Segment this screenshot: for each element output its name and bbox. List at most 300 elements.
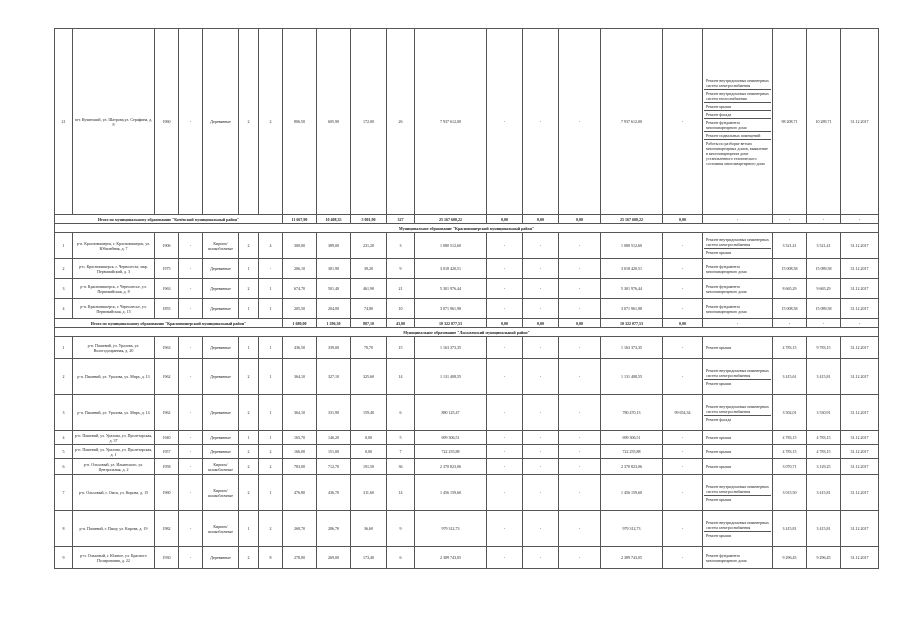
year-last-repair: -: [179, 431, 203, 445]
living-area: 501,40: [317, 279, 351, 299]
unit-cost: 3 415,61: [773, 359, 807, 395]
limit-cost: 3 415,81: [807, 475, 841, 511]
local-budget: -: [559, 511, 601, 547]
resident-count: 36: [387, 459, 415, 475]
wall-material: Деревянные: [203, 395, 239, 431]
limit-cost: 10 289,71: [807, 29, 841, 215]
local-budget: -: [559, 431, 601, 445]
total-living-area: 1 296,30: [317, 319, 351, 328]
year-last-repair: -: [179, 299, 203, 319]
regional-budget: -: [523, 511, 559, 547]
total-area: 806,50: [283, 29, 317, 215]
total-area: 206,10: [283, 259, 317, 279]
unit-cost: 4 783,15: [773, 431, 807, 445]
wall-material: Кирпич/шлакоблочные: [203, 459, 239, 475]
entrance-count: 1: [259, 475, 283, 511]
resident-count: 7: [387, 445, 415, 459]
floor-count: 1: [239, 431, 259, 445]
work-type-item: Ремонт крыши: [706, 435, 732, 440]
row-number: 8: [55, 511, 73, 547]
unit-cost: 3 521,41: [773, 233, 807, 259]
floor-count: 1: [239, 511, 259, 547]
living-area: 151,00: [317, 445, 351, 459]
cost-total: 1 080 512,60: [415, 233, 487, 259]
living-area: 605,90: [317, 29, 351, 215]
other-funds: -: [663, 359, 703, 395]
total-regional-budget: 0,00: [523, 319, 559, 328]
total-area: 300,00: [283, 233, 317, 259]
row-number: 9: [55, 547, 73, 569]
total-area: 364,10: [283, 359, 317, 395]
residential-area: 0,00: [351, 445, 387, 459]
fund-budget: -: [487, 233, 523, 259]
regional-budget: -: [523, 233, 559, 259]
total-empty-cell: -: [773, 319, 807, 328]
work-types: [703, 259, 773, 279]
work-type-item: Ремонт фасада: [704, 110, 771, 118]
year-built: 1963: [155, 279, 179, 299]
residential-area: 39,20: [351, 259, 387, 279]
year-last-repair: -: [179, 233, 203, 259]
local-budget: -: [559, 459, 601, 475]
residential-area: 172,00: [351, 29, 387, 215]
work-type-item: Ремонт внутридомовых инженерных систем электроснабжения: [706, 77, 769, 88]
resident-count: 15: [387, 337, 415, 359]
fund-budget: -: [487, 459, 523, 475]
house-address: р-п. Красновишерск, г. Чернолесье, мкр. Первомайский, д. 3: [73, 259, 155, 279]
limit-cost: 3 415,81: [807, 511, 841, 547]
entrance-count: 1: [259, 431, 283, 445]
regional-budget: -: [523, 359, 559, 395]
completion-date: 31.12.2017: [841, 547, 879, 569]
living-area: 269,00: [317, 547, 351, 569]
living-area: 331,90: [317, 395, 351, 431]
table-row: [55, 395, 879, 431]
work-type-item: Ремонт внутридомовых инженерных систем электроснабжения: [706, 483, 769, 494]
fund-budget: -: [487, 445, 523, 459]
fund-budget: -: [487, 431, 523, 445]
total-empty-cell: -: [807, 215, 841, 224]
total-empty-cell: -: [703, 319, 773, 328]
work-types: [703, 459, 773, 475]
completion-date: 31.12.2017: [841, 459, 879, 475]
year-built: 1930: [155, 547, 179, 569]
total-area: 783,00: [283, 459, 317, 475]
unit-cost: 3 502,01: [773, 395, 807, 431]
completion-date: 31.12.2017: [841, 359, 879, 395]
resident-count: 6: [387, 547, 415, 569]
work-types: [703, 337, 773, 359]
fund-budget: -: [487, 475, 523, 511]
municipality-title: Муниципальное образование "Лысьвенский муниципальный район": [55, 328, 879, 337]
residential-area: 173,40: [351, 547, 387, 569]
residential-area: 311,60: [351, 475, 387, 511]
regional-budget: -: [523, 29, 559, 215]
row-number: 7: [55, 475, 73, 511]
cost-total: 2 389 743,05: [415, 547, 487, 569]
work-types: [703, 431, 773, 445]
table-row: [55, 279, 879, 299]
unit-cost: 9 296,45: [773, 547, 807, 569]
regional-budget: -: [523, 299, 559, 319]
limit-cost: 15 089,58: [807, 259, 841, 279]
house-address: р-п. Пашевий, г. Пашу, ул. Кирова, д. 19: [73, 511, 155, 547]
other-funds: -: [663, 547, 703, 569]
residential-area: 74,80: [351, 299, 387, 319]
total-area: 364,10: [283, 395, 317, 431]
year-last-repair: -: [179, 359, 203, 395]
cost-total: 5 301 976,44: [415, 279, 487, 299]
floor-count: 2: [239, 359, 259, 395]
unit-cost: 15 008,58: [773, 299, 807, 319]
owners-funds: 780 470,13: [601, 395, 663, 431]
table-row: [55, 259, 879, 279]
year-last-repair: -: [179, 259, 203, 279]
table-row: [55, 431, 879, 445]
cost-total: 1 163 373,35: [415, 337, 487, 359]
entrance-count: -: [259, 259, 283, 279]
work-type-item: Ремонт внутридомовых инженерных систем электроснабжения: [706, 403, 769, 414]
unit-cost: 3 070,71: [773, 459, 807, 475]
fund-budget: -: [487, 359, 523, 395]
total-residents: 43,00: [387, 319, 415, 328]
row-number: 2: [55, 359, 73, 395]
wall-material: Кирпич/шлакоблочные: [203, 511, 239, 547]
house-address: р-п. Красновишерск, г. Красновишерск, ул. Юбилейная, д. 7: [73, 233, 155, 259]
total-local-budget: 0,00: [559, 215, 601, 224]
owners-funds: 7 937 612,00: [601, 29, 663, 215]
entrance-count: 1: [259, 359, 283, 395]
fund-budget: -: [487, 259, 523, 279]
work-type-item: Ремонт крыши: [704, 531, 771, 539]
year-built: 1960: [155, 475, 179, 511]
total-empty-cell: -: [841, 319, 879, 328]
other-funds: -: [663, 445, 703, 459]
limit-cost: 9 783,15: [807, 337, 841, 359]
owners-funds: 3 018 420,51: [601, 259, 663, 279]
cost-total: 699 306,51: [415, 431, 487, 445]
table-row: [55, 233, 879, 259]
resident-count: 3: [387, 233, 415, 259]
total-fund-budget: 0,00: [487, 319, 523, 328]
table-row: [55, 29, 879, 215]
work-type-item: Ремонт крыши: [706, 464, 732, 469]
completion-date: 31.12.2017: [841, 511, 879, 547]
entrance-count: 2: [259, 459, 283, 475]
year-last-repair: -: [179, 395, 203, 431]
other-funds: -: [663, 279, 703, 299]
limit-cost: 15 089,58: [807, 299, 841, 319]
total-area: 205,50: [283, 299, 317, 319]
living-area: 286,70: [317, 511, 351, 547]
limit-cost: 9 296,45: [807, 547, 841, 569]
row-number: 21: [55, 29, 73, 215]
work-type-item: Ремонт внутридомовых инженерных систем электроснабжения: [706, 519, 769, 530]
row-number: 1: [55, 337, 73, 359]
owners-funds: 1 131 408,55: [601, 359, 663, 395]
living-area: 712,70: [317, 459, 351, 475]
year-last-repair: -: [179, 337, 203, 359]
resident-count: 9: [387, 259, 415, 279]
year-last-repair: -: [179, 29, 203, 215]
entrance-count: 2: [259, 29, 283, 215]
floor-count: 2: [239, 459, 259, 475]
other-funds: -: [663, 511, 703, 547]
limit-cost: 4 783,15: [807, 445, 841, 459]
other-funds: -: [663, 431, 703, 445]
municipality-header-row: [55, 328, 879, 337]
regional-budget: -: [523, 395, 559, 431]
work-types: [703, 29, 773, 215]
local-budget: -: [559, 337, 601, 359]
floor-count: 2: [239, 475, 259, 511]
limit-cost: 9 665,29: [807, 279, 841, 299]
work-type-item: Ремонт фундамента многоквартирного дома: [706, 283, 747, 294]
year-built: 1962: [155, 395, 179, 431]
work-type-item: Ремонт внутридомовых инженерных систем электроснабжения: [706, 236, 769, 247]
work-types: [703, 547, 773, 569]
work-types: [703, 445, 773, 459]
year-built: 1940: [155, 431, 179, 445]
residential-area: 191,50: [351, 459, 387, 475]
limit-cost: 3 415,81: [807, 359, 841, 395]
limit-cost: 3 521,41: [807, 233, 841, 259]
regional-budget: -: [523, 475, 559, 511]
year-built: 1982: [155, 511, 179, 547]
row-number: 3: [55, 279, 73, 299]
completion-date: 31.12.2017: [841, 29, 879, 215]
residential-area: 325,60: [351, 359, 387, 395]
work-type-item: Ремонт крыши: [704, 495, 771, 503]
work-type-item: Ремонт фундамента многоквартирного дома: [706, 552, 747, 563]
entrance-count: 4: [259, 233, 283, 259]
local-budget: -: [559, 259, 601, 279]
floor-count: 1: [239, 337, 259, 359]
cost-total: 880 125,47: [415, 395, 487, 431]
wall-material: Деревянные: [203, 337, 239, 359]
wall-material: Деревянные: [203, 259, 239, 279]
residential-area: 36,60: [351, 511, 387, 547]
floor-count: 1: [239, 259, 259, 279]
living-area: 327,10: [317, 359, 351, 395]
completion-date: 31.12.2017: [841, 233, 879, 259]
regional-budget: -: [523, 459, 559, 475]
work-types: [703, 395, 773, 431]
entrance-count: 2: [259, 445, 283, 459]
wall-material: Деревянные: [203, 29, 239, 215]
limit-cost: 4 783,15: [807, 431, 841, 445]
row-number: 2: [55, 259, 73, 279]
house-address: р-п. Ольховый, ул. Ильинского, ул. Центральная, д. 2: [73, 459, 155, 475]
total-area: 674,70: [283, 279, 317, 299]
house-address: р-п. Пашевий, ул. Уралова, ул. Пролетарская, д. 37: [73, 431, 155, 445]
fund-budget: -: [487, 279, 523, 299]
work-type-item: Ремонт крыши: [706, 449, 732, 454]
house-address: пгт. Кучинский, ул. Шатрова,ул. Серафина, д. 8: [73, 29, 155, 215]
year-last-repair: -: [179, 445, 203, 459]
entrance-count: 1: [259, 279, 283, 299]
cost-total: 722 255,88: [415, 445, 487, 459]
row-number: 6: [55, 459, 73, 475]
floor-count: 1: [239, 299, 259, 319]
limit-cost: 3 530,91: [807, 395, 841, 431]
total-label: Итого по муниципальному образованию "Красновишерский муниципальный район": [55, 319, 283, 328]
living-area: 301,90: [317, 259, 351, 279]
year-last-repair: -: [179, 511, 203, 547]
unit-cost: 15 008,58: [773, 259, 807, 279]
table-row: [55, 475, 879, 511]
floor-count: 2: [239, 29, 259, 215]
floor-count: 2: [239, 445, 259, 459]
work-type-item: Ремонт фундамента многоквартирного дома: [706, 303, 747, 314]
table-row: [55, 547, 879, 569]
owners-funds: 2 370 823,06: [601, 459, 663, 475]
house-address: р-п. Пашевий, ул. Уралова, ул. Вологодсиранная, д. 20: [73, 337, 155, 359]
resident-count: 14: [387, 359, 415, 395]
total-total-area: 11 667,90: [283, 215, 317, 224]
total-regional-budget: 0,00: [523, 215, 559, 224]
work-types: [703, 359, 773, 395]
owners-funds: 1 080 512,60: [601, 233, 663, 259]
other-funds: -: [663, 459, 703, 475]
total-row: [55, 319, 879, 328]
year-last-repair: -: [179, 547, 203, 569]
wall-material: Деревянные: [203, 547, 239, 569]
local-budget: -: [559, 299, 601, 319]
table-row: [55, 337, 879, 359]
fund-budget: -: [487, 337, 523, 359]
fund-budget: -: [487, 29, 523, 215]
floor-count: 2: [239, 547, 259, 569]
other-funds: -: [663, 299, 703, 319]
completion-date: 31.12.2017: [841, 279, 879, 299]
total-residents: 327: [387, 215, 415, 224]
regional-budget: -: [523, 279, 559, 299]
work-type-item: Ремонт крыши: [704, 102, 771, 110]
work-type-item: Ремонт крыши: [706, 345, 732, 350]
unit-cost: 3 415,81: [773, 511, 807, 547]
regional-budget: -: [523, 259, 559, 279]
completion-date: 31.12.2017: [841, 395, 879, 431]
fund-budget: -: [487, 395, 523, 431]
total-area: 268,70: [283, 511, 317, 547]
work-type-item: Ремонт внутридомовых инженерных систем электроснабжения: [706, 367, 769, 378]
completion-date: 31.12.2017: [841, 337, 879, 359]
other-funds: -: [663, 475, 703, 511]
completion-date: 31.12.2017: [841, 475, 879, 511]
total-label: Итого по муниципальному образованию "Кочёвский муниципальный район": [55, 215, 283, 224]
cost-total: 3 071 961,98: [415, 299, 487, 319]
owners-funds: 2 389 743,05: [601, 547, 663, 569]
total-owners-funds: 25 167 600,22: [601, 215, 663, 224]
year-built: 1855: [155, 299, 179, 319]
living-area: 389,00: [317, 233, 351, 259]
regional-budget: -: [523, 445, 559, 459]
local-budget: -: [559, 547, 601, 569]
resident-count: 14: [387, 475, 415, 511]
total-owners-funds: 10 322 077,53: [601, 319, 663, 328]
completion-date: 31.12.2017: [841, 445, 879, 459]
owners-funds: 1 163 373,35: [601, 337, 663, 359]
year-built: 1906: [155, 233, 179, 259]
total-cost-total: 10 322 077,53: [415, 319, 487, 328]
local-budget: -: [559, 475, 601, 511]
unit-cost: 8 665,29: [773, 279, 807, 299]
unit-cost: 4 783,15: [773, 337, 807, 359]
other-funds: -: [663, 29, 703, 215]
regional-budget: -: [523, 337, 559, 359]
residential-area: 70,70: [351, 337, 387, 359]
table-row: [55, 511, 879, 547]
wall-material: Деревянные: [203, 431, 239, 445]
total-fund-budget: 0,00: [487, 215, 523, 224]
work-types: [703, 511, 773, 547]
table-row: [55, 445, 879, 459]
floor-count: 2: [239, 233, 259, 259]
wall-material: Деревянные: [203, 279, 239, 299]
wall-material: Деревянные: [203, 299, 239, 319]
total-res-area: 5 001,90: [351, 215, 387, 224]
work-type-item: Ремонт внутридомовых инженерных систем теплоснабжения: [704, 89, 771, 102]
residential-area: 159,40: [351, 395, 387, 431]
total-total-area: 1 680,00: [283, 319, 317, 328]
other-funds: -: [663, 337, 703, 359]
unit-cost: 98 208,71: [773, 29, 807, 215]
year-last-repair: -: [179, 459, 203, 475]
work-types: [703, 475, 773, 511]
regional-budget: -: [523, 547, 559, 569]
local-budget: -: [559, 359, 601, 395]
work-type-item: Ремонт подвальных помещений: [704, 131, 771, 139]
living-area: 146,20: [317, 431, 351, 445]
work-types: [703, 279, 773, 299]
work-type-item: Ремонт фундамента многоквартирного дома: [706, 263, 747, 274]
total-area: 165,70: [283, 431, 317, 445]
year-built: 1960: [155, 29, 179, 215]
local-budget: -: [559, 395, 601, 431]
unit-cost: 4 783,15: [773, 445, 807, 459]
row-number: 3: [55, 395, 73, 431]
table-row: [55, 459, 879, 475]
house-address: р-п. Пашевий, ул. Уралова, ул. Мира, д. 13: [73, 359, 155, 395]
local-budget: -: [559, 29, 601, 215]
floor-count: 2: [239, 395, 259, 431]
total-cost-total: 25 167 600,22: [415, 215, 487, 224]
table-row: [55, 299, 879, 319]
total-other: 0,00: [663, 215, 703, 224]
table-row: [55, 359, 879, 395]
total-empty-cell: -: [807, 319, 841, 328]
resident-count: 6: [387, 395, 415, 431]
cost-total: 1 131 408,55: [415, 359, 487, 395]
total-area: 476,80: [283, 475, 317, 511]
completion-date: 31.12.2017: [841, 431, 879, 445]
cost-total: 979 312,73: [415, 511, 487, 547]
entrance-count: 1: [259, 395, 283, 431]
owners-funds: 979 312,73: [601, 511, 663, 547]
total-row: [55, 215, 879, 224]
work-type-item: Ремонт крыши: [704, 379, 771, 387]
house-address: р-п. Ольховый, г. Южное, ул. Красного Полирования, д. 22: [73, 547, 155, 569]
cost-total: 1 456 159,60: [415, 475, 487, 511]
year-last-repair: -: [179, 475, 203, 511]
work-type-item: Ремонт фундамента многоквартирного дома: [704, 118, 771, 131]
total-res-area: 807,10: [351, 319, 387, 328]
floor-count: 2: [239, 279, 259, 299]
limit-cost: 3 129,25: [807, 459, 841, 475]
other-funds: 99 654,34: [663, 395, 703, 431]
total-local-budget: 0,00: [559, 319, 601, 328]
